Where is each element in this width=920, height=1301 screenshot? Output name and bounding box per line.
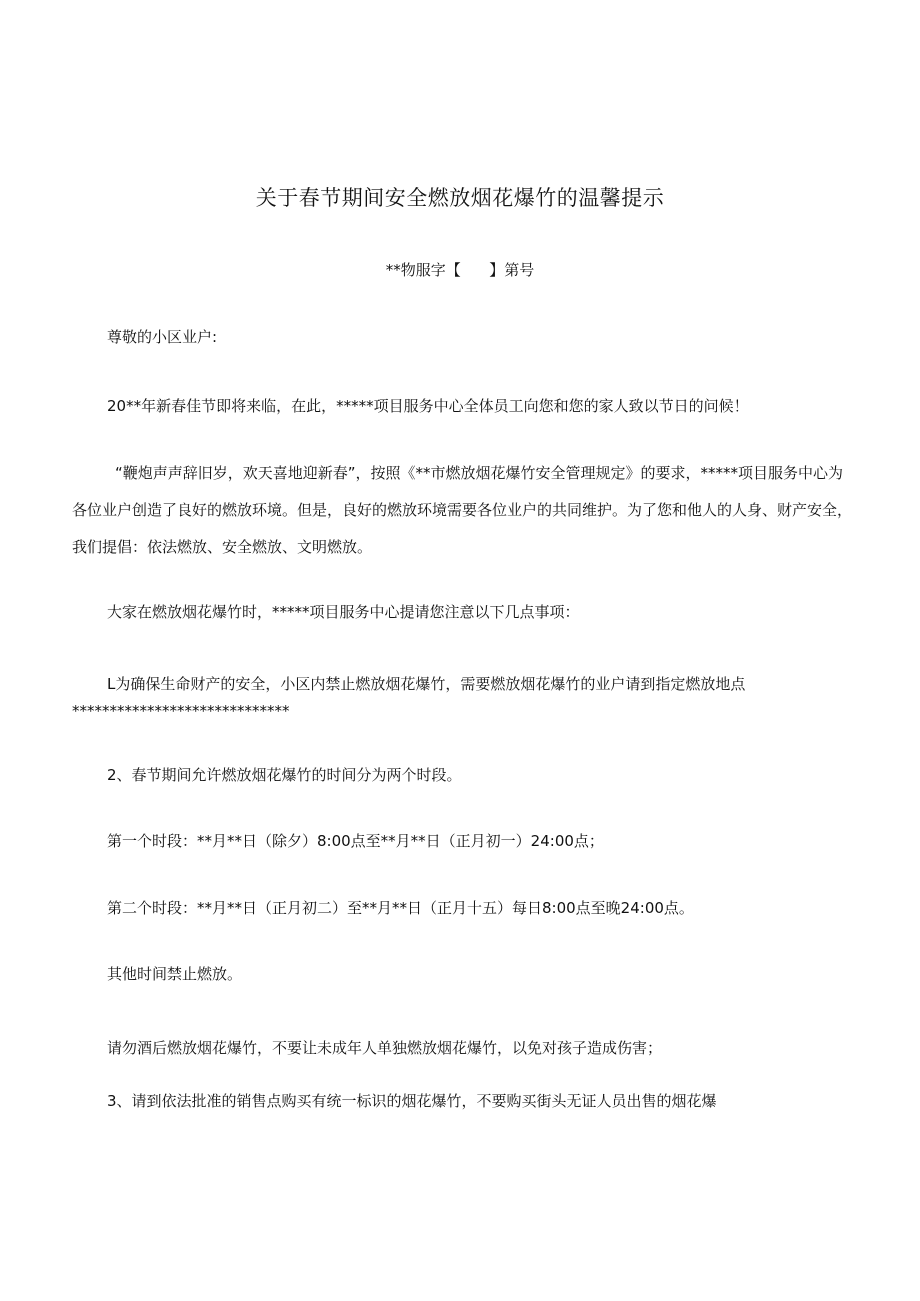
period-1: 第一个时段：**月**日（除夕）8:00点至**月**日（正月初一）24:00点； bbox=[107, 832, 604, 850]
notice-lead: 大家在燃放烟花爆竹时，*****项目服务中心提请您注意以下几点事项： bbox=[107, 603, 580, 621]
intro-paragraph: “鞭炮声声辞旧岁，欢天喜地迎新春”，按照《**市燃放烟花爆竹安全管理规定》的要求，*****项目服务中心为各位业户创造了良好的燃放环境。但是，良好的燃放环境需要各位业户的共同维护。为了您和他人的人身、财产安全，我们提倡：依法燃放、安全燃放、文明燃放。 bbox=[72, 464, 853, 556]
document-number: **物服字【 】第号 bbox=[385, 261, 535, 279]
warning-note: 请勿酒后燃放烟花爆竹，不要让未成年人单独燃放烟花爆竹，以免对孩子造成伤害； bbox=[107, 1039, 663, 1057]
item-1-line-1: L为确保生命财产的安全，小区内禁止燃放烟花爆竹，需要燃放烟花爆竹的业户请到指定燃放地点 bbox=[107, 675, 746, 693]
item-3: 3、请到依法批准的销售点购买有统一标识的烟花爆竹，不要购买街头无证人员出售的烟花爆 bbox=[107, 1092, 717, 1110]
greeting-paragraph: 20**年新春佳节即将来临，在此，*****项目服务中心全体员工向您和您的家人致以节日的问候！ bbox=[107, 397, 749, 415]
item-2: 2、春节期间允许燃放烟花爆竹的时间分为两个时段。 bbox=[107, 766, 462, 784]
item-1-line-2: ***************************** bbox=[72, 702, 290, 720]
salutation: 尊敬的小区业户: bbox=[107, 328, 218, 346]
document-title: 关于春节期间安全燃放烟花爆竹的温馨提示 bbox=[255, 186, 665, 210]
other-times-note: 其他时间禁止燃放。 bbox=[107, 965, 243, 983]
period-2: 第二个时段：**月**日（正月初二）至**月**日（正月十五）每日8:00点至晚24:00点。 bbox=[107, 899, 694, 917]
